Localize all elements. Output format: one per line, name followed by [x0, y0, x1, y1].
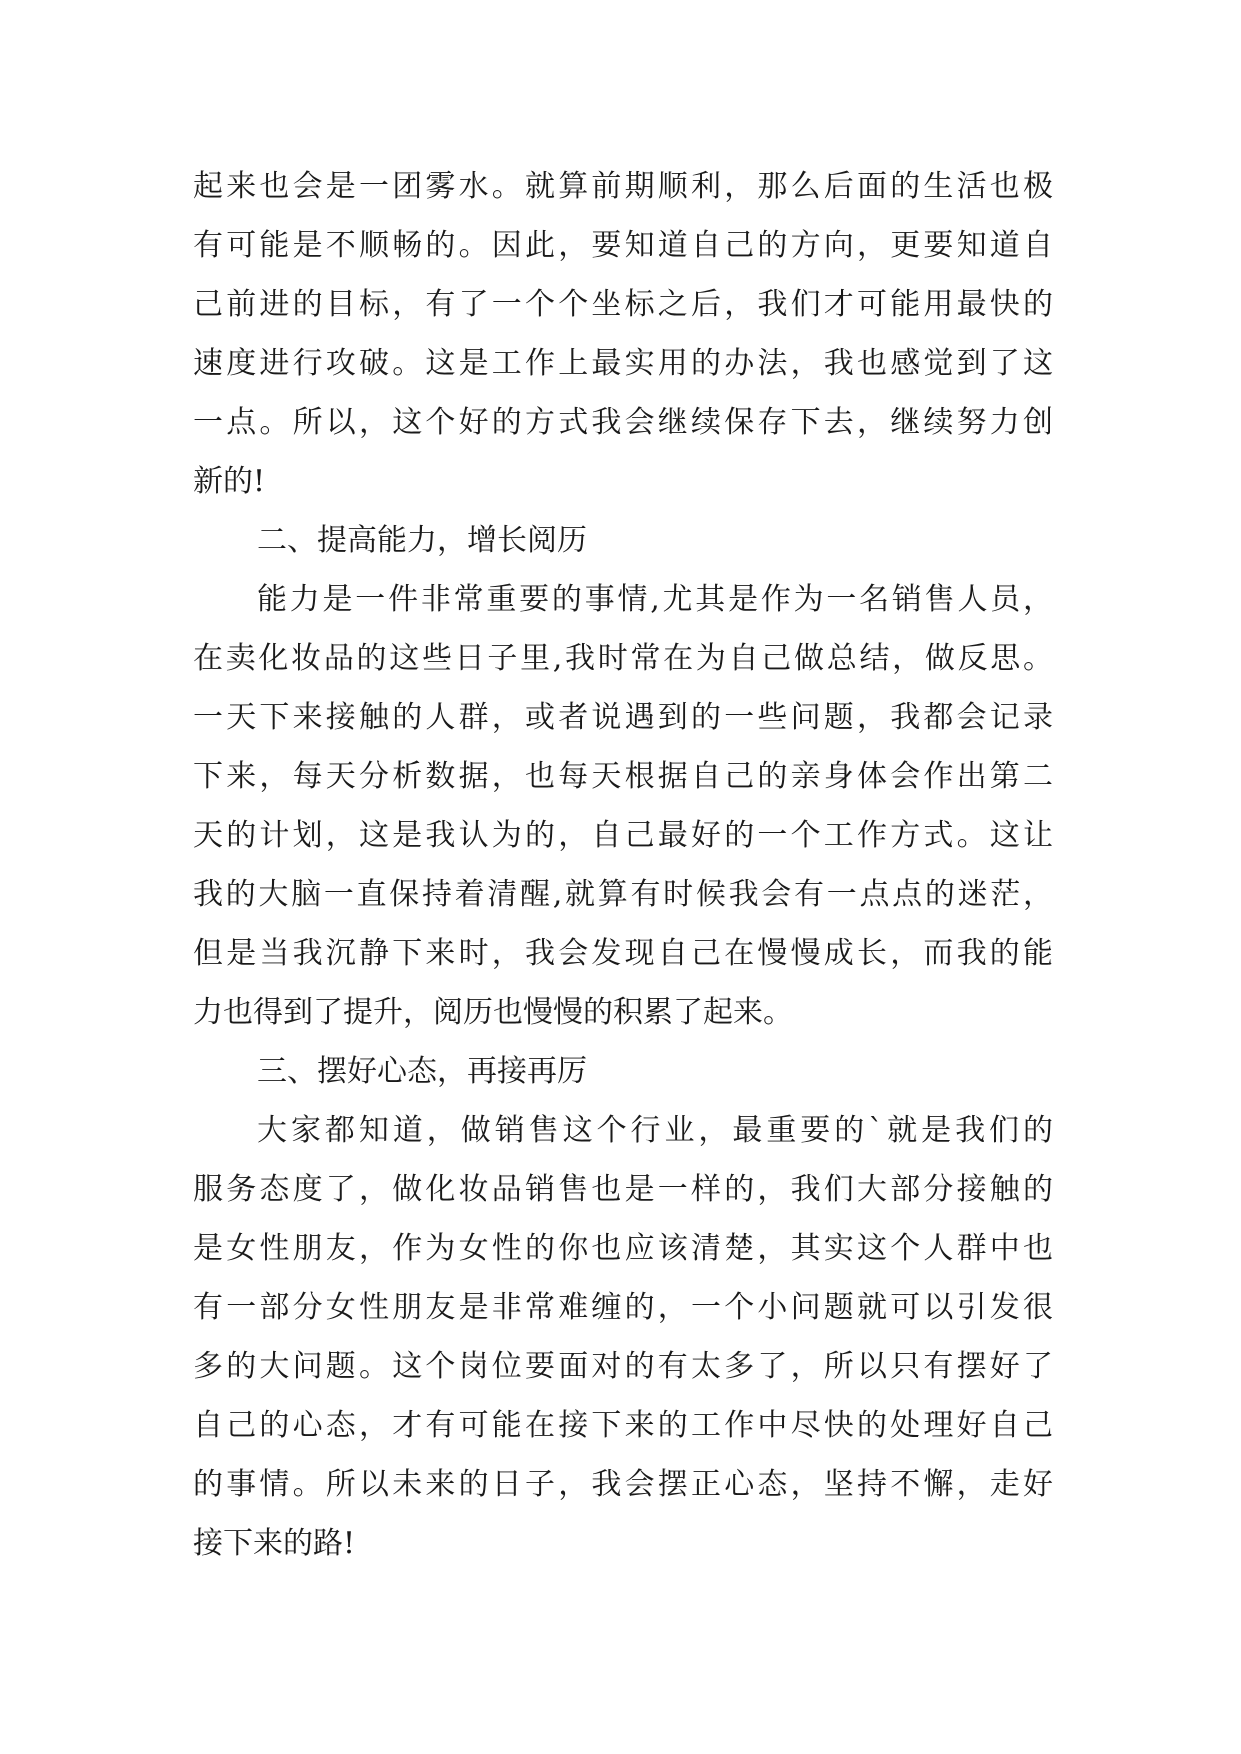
section-heading-text: 三、摆好心态，再接再厉 — [257, 1054, 587, 1089]
section-heading-text: 二、提高能力，增长阅历 — [257, 523, 587, 558]
text-line-content: 在卖化妆品的这些日子里,我时常在为自己做总结，做反思。 — [193, 641, 1053, 676]
text-line-content: 有可能是不顺畅的。因此，要知道自己的方向，更要知道自 — [193, 228, 1053, 263]
text-line-content: 但是当我沉静下来时，我会发现自己在慢慢成长，而我的能 — [193, 936, 1053, 971]
text-line-content: 多的大问题。这个岗位要面对的有太多了，所以只有摆好了 — [193, 1349, 1053, 1384]
text-line — [193, 275, 1053, 334]
text-line — [193, 157, 1053, 216]
text-line-content: 下来，每天分析数据，也每天根据自己的亲身体会作出第二 — [193, 759, 1053, 794]
text-line — [193, 1337, 1053, 1396]
text-line — [193, 452, 1053, 511]
text-line-content: 起来也会是一团雾水。就算前期顺利，那么后面的生活也极 — [193, 169, 1053, 204]
section-heading — [193, 1042, 1053, 1101]
text-line-content: 的事情。所以未来的日子，我会摆正心态，坚持不懈，走好 — [193, 1467, 1053, 1502]
text-line — [193, 1514, 1053, 1573]
text-line — [193, 216, 1053, 275]
text-line-content: 自己的心态，才有可能在接下来的工作中尽快的处理好自己 — [193, 1408, 1053, 1443]
text-line — [193, 1101, 1053, 1160]
text-line — [193, 983, 1053, 1042]
text-line — [193, 865, 1053, 924]
text-line — [193, 629, 1053, 688]
text-line-content: 力也得到了提升，阅历也慢慢的积累了起来。 — [193, 995, 793, 1030]
text-line — [193, 570, 1053, 629]
text-line — [193, 1455, 1053, 1514]
text-line-content: 是女性朋友，作为女性的你也应该清楚，其实这个人群中也 — [193, 1231, 1053, 1266]
text-line — [193, 334, 1053, 393]
text-line-content: 服务态度了，做化妆品销售也是一样的，我们大部分接触的 — [193, 1172, 1053, 1207]
text-line-content: 一点。所以，这个好的方式我会继续保存下去，继续努力创 — [193, 405, 1053, 440]
text-line-content: 接下来的路! — [193, 1526, 356, 1561]
text-line-content: 己前进的目标，有了一个个坐标之后，我们才可能用最快的 — [193, 287, 1053, 322]
text-line — [193, 1219, 1053, 1278]
text-line — [193, 688, 1053, 747]
text-line — [193, 924, 1053, 983]
section-heading — [193, 511, 1053, 570]
text-line — [193, 1396, 1053, 1455]
text-line-content: 能力是一件非常重要的事情,尤其是作为一名销售人员， — [257, 582, 1053, 617]
text-line — [193, 1160, 1053, 1219]
text-line-content: 天的计划，这是我认为的，自己最好的一个工作方式。这让 — [193, 818, 1053, 853]
text-line — [193, 747, 1053, 806]
text-line — [193, 393, 1053, 452]
document-body — [193, 157, 1053, 1573]
text-line-content: 大家都知道，做销售这个行业，最重要的`就是我们的 — [257, 1113, 1053, 1148]
text-line-content: 有一部分女性朋友是非常难缠的，一个小问题就可以引发很 — [193, 1290, 1053, 1325]
text-line-content: 新的! — [193, 464, 266, 499]
text-line — [193, 806, 1053, 865]
text-line-content: 速度进行攻破。这是工作上最实用的办法，我也感觉到了这 — [193, 346, 1053, 381]
text-line-content: 我的大脑一直保持着清醒,就算有时候我会有一点点的迷茫， — [193, 877, 1053, 912]
text-line-content: 一天下来接触的人群，或者说遇到的一些问题，我都会记录 — [193, 700, 1053, 735]
text-line — [193, 1278, 1053, 1337]
